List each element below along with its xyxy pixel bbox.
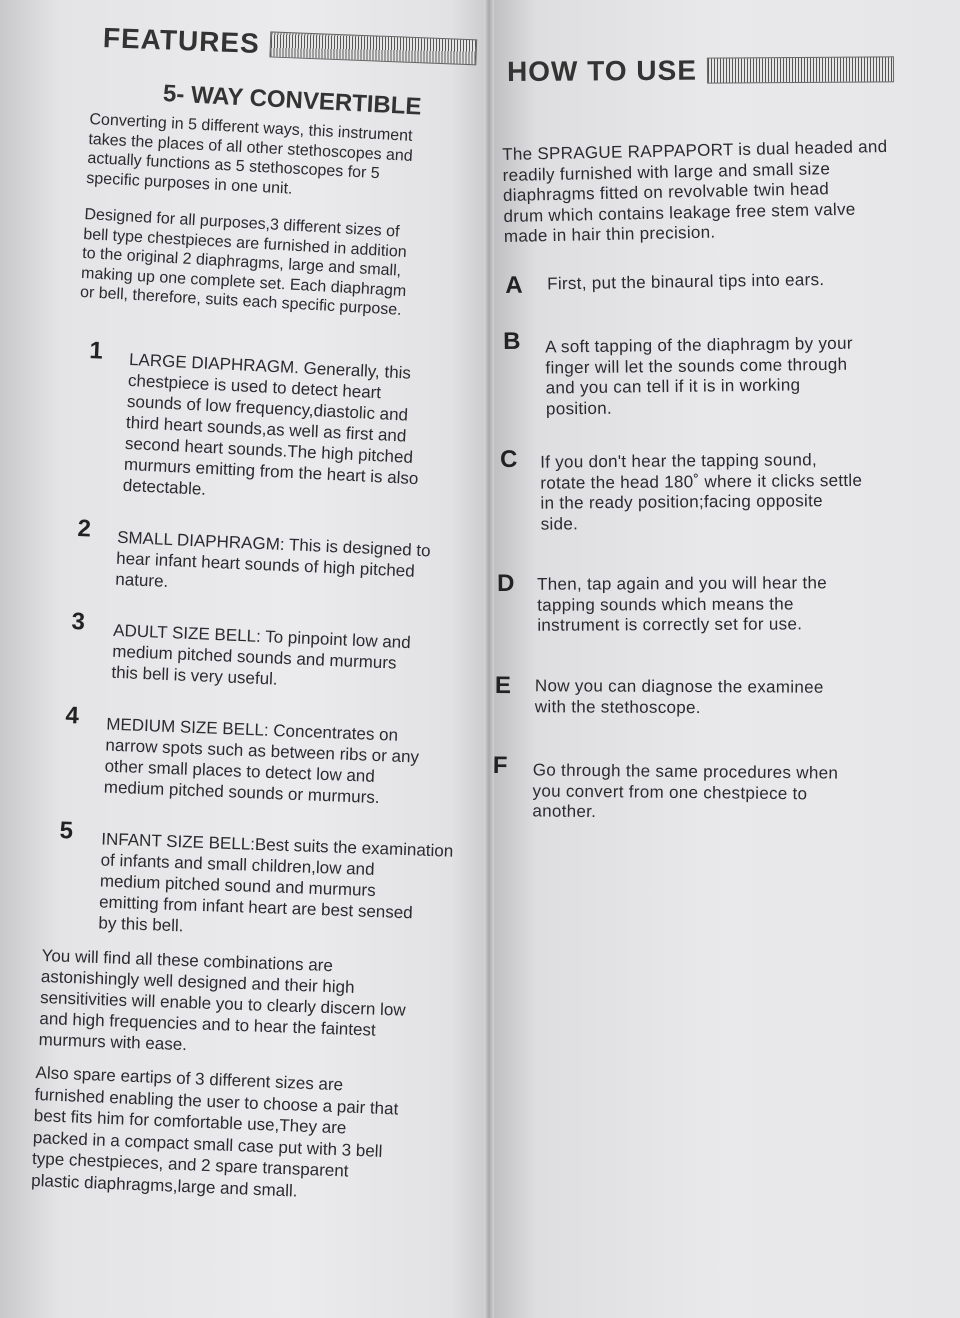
features-intro-2: Designed for all purposes,3 different sizes of bell type chestpieces are furnished in addition to the original 2 diaphragms, large and small, making up one complete set. Each diaphragm or bell, therefore, suits each specific purpose. [79, 205, 408, 319]
feature-text: INFANT SIZE BELL:Best suits the examination of infants and small children,low and medium pitched sound and murmurs emitting from infant heart are best sensed by this bell. [98, 829, 454, 936]
feature-number: 2 [76, 515, 92, 543]
feature-number: 3 [70, 608, 86, 636]
step-letter: C [500, 445, 518, 473]
feature-text: SMALL DIAPHRAGM: This is designed to hear infant heart sounds of high pitched nature. [114, 527, 432, 591]
step-f [492, 752, 913, 831]
features-heading-text: FEATURES [102, 22, 261, 60]
heading-hatch-bar [269, 31, 477, 65]
step-letter: E [494, 672, 512, 700]
heading-hatch-bar [707, 56, 894, 83]
step-b [503, 323, 924, 423]
five-way-convertible-heading: 5- WAY CONVERTIBLE [162, 80, 423, 121]
features-intro-1: Converting in 5 different ways, this instrument takes the places of all other stethoscopes and actually functions as 5 stethoscopes for 5 specific purposes in one unit. [85, 110, 414, 198]
features-closing-1: You will find all these combinations are astonishingly well designed and their high sensitivities will enable you to clearly discern low and high frequencies and to hear the faintest murmurs with ease. [38, 945, 406, 1055]
step-text: If you don't hear the tapping sound, rotate the head 180˚ where it clicks settle in the ready position;facing opposite side. [540, 450, 863, 534]
feature-text: MEDIUM SIZE BELL: Concentrates on narrow spots such as between ribs or any other small places to detect low and medium pitched sounds or murmurs. [103, 714, 420, 808]
step-letter: D [497, 569, 515, 597]
how-to-use-heading-text: HOW TO USE [506, 54, 698, 87]
step-e [495, 672, 915, 724]
step-text: Go through the same procedures when you convert from one chestpiece to another. [532, 760, 839, 822]
step-text: A soft tapping of the diaphragm by your finger will let the sounds come through and you can tell if it is in working position. [545, 333, 853, 418]
feature-number: 5 [59, 817, 74, 845]
step-text: Now you can diagnose the examinee with the stethoscope. [534, 676, 824, 717]
how-to-use-intro: The SPRAGUE RAPPAPORT is dual headed and readily furnished with large and small size diaphragms fitted on revolvable twin head drum which contains leakage free stem valve made in hair thin precision. [502, 136, 888, 246]
step-d [497, 568, 917, 645]
how-to-use-heading [507, 53, 894, 88]
feature-item-5 [56, 817, 480, 950]
feature-text: LARGE DIAPHRAGM. Generally, this chestpiece is used to detect heart sounds of low frequency,diastolic and third heart sounds,as well as first and second heart sounds.The high pitched murmurs emitting from the heart is also detectable. [122, 349, 419, 499]
step-letter: A [505, 271, 523, 299]
step-text: Then, tap again and you will hear the tapping sounds which means the instrument is correctly set for use. [537, 573, 828, 635]
booklet-spine [484, 0, 494, 1318]
feature-item-4 [62, 702, 465, 815]
feature-item-1 [83, 337, 470, 508]
feature-number: 4 [65, 702, 80, 730]
step-letter: B [503, 327, 521, 355]
step-letter: F [492, 752, 508, 780]
feature-text: ADULT SIZE BELL: To pinpoint low and medium pitched sounds and murmurs this bell is very useful. [111, 620, 412, 689]
feature-number: 1 [88, 337, 104, 365]
step-text: First, put the binaural tips into ears. [547, 269, 825, 294]
step-c [500, 442, 921, 541]
features-closing-2: Also spare eartips of 3 different sizes are furnished enabling the user to choose a pair that best fits him for comfortable use,They are packed in a compact small case put with 3 bell type chestpieces, and 2 spare transparent plastic diaphragms,large and small. [30, 1062, 399, 1201]
